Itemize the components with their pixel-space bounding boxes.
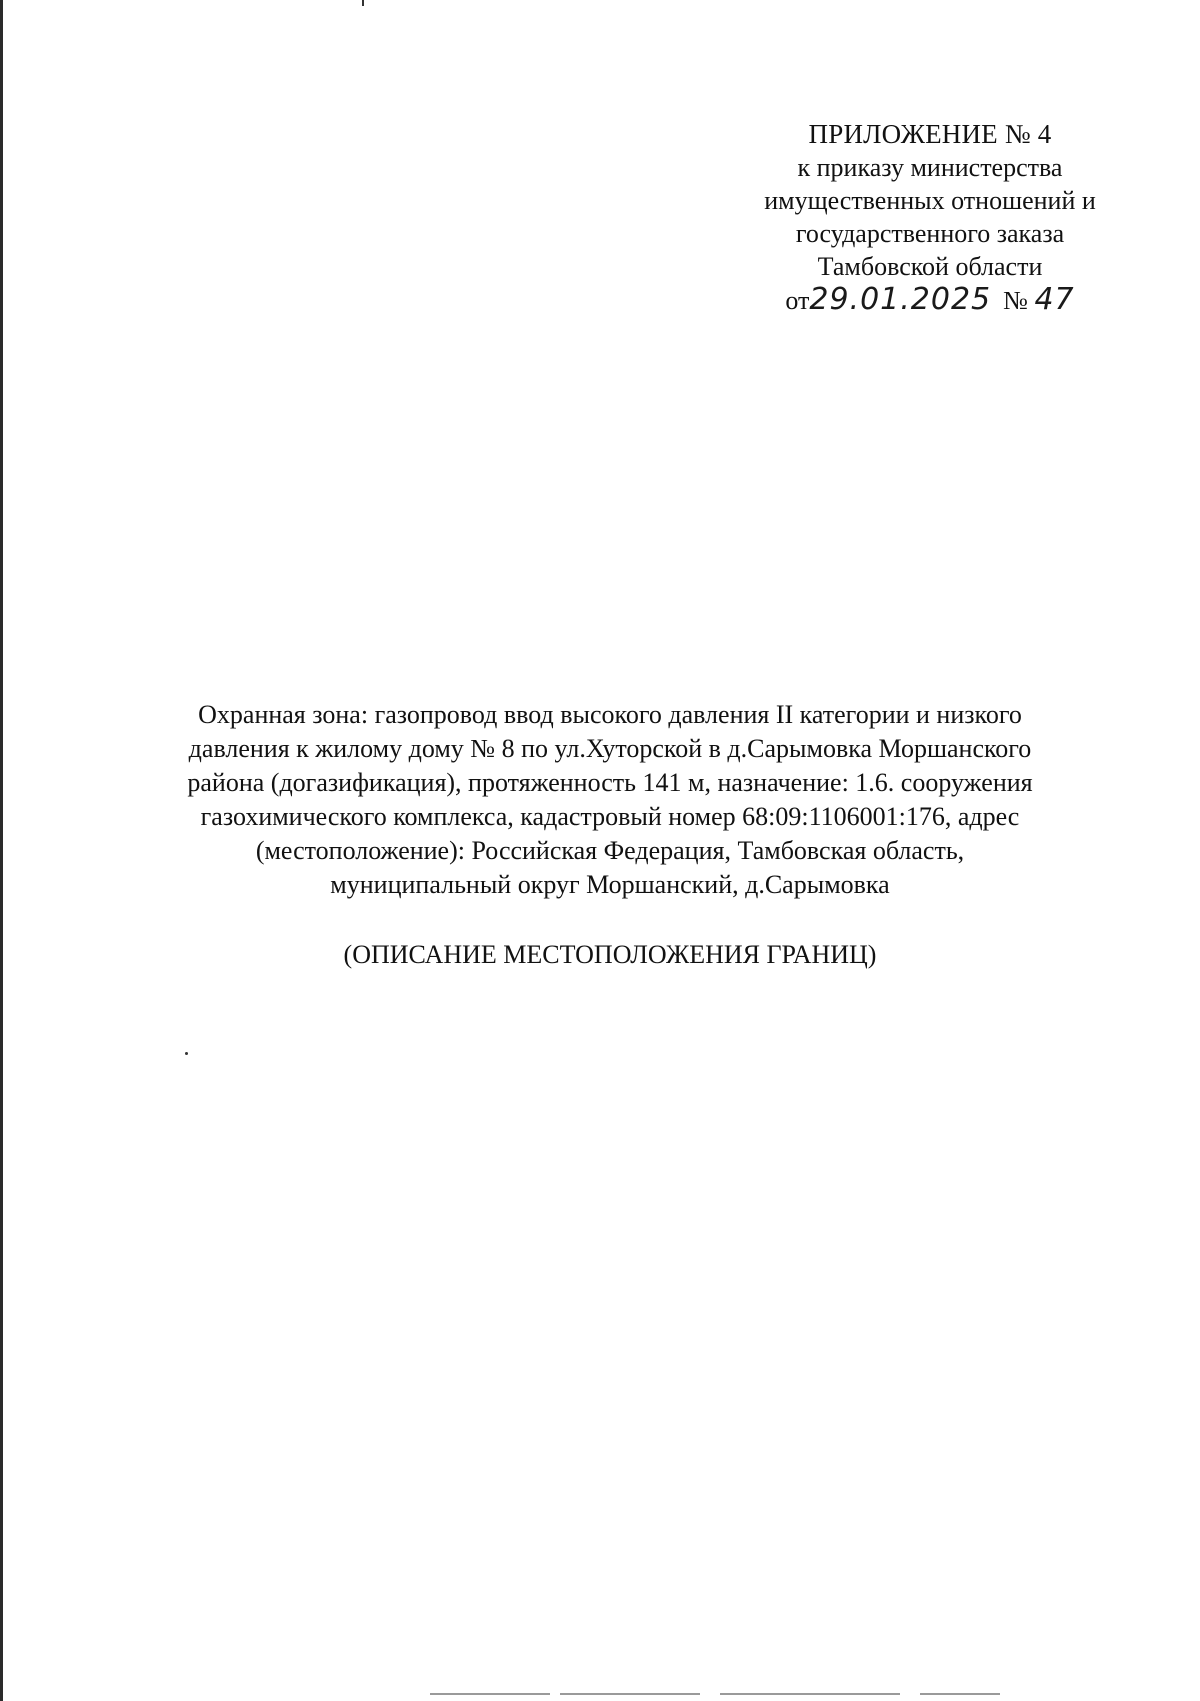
appendix-date-line (700, 283, 1160, 317)
scan-bottom-noise (430, 1693, 550, 1695)
appendix-line-4: Тамбовской области (817, 252, 1043, 281)
appendix-line-3: государственного заказа (795, 219, 1065, 248)
protection-zone-description (150, 698, 1070, 902)
date-prefix: от (785, 286, 810, 315)
scan-bottom-noise (920, 1693, 1000, 1695)
scan-bottom-noise (560, 1693, 700, 1695)
appendix-header (700, 118, 1160, 317)
handwritten-number: 47 (1034, 282, 1075, 317)
appendix-title: ПРИЛОЖЕНИЕ № 4 (808, 119, 1052, 149)
handwritten-date: 29.01.2025 (809, 282, 992, 317)
appendix-line-2: имущественных отношений и (764, 186, 1096, 215)
appendix-line-1: к приказу министерства (797, 153, 1063, 182)
boundary-description-heading: (ОПИСАНИЕ МЕСТОПОЛОЖЕНИЯ ГРАНИЦ) (343, 940, 877, 969)
zone-line-5: (местоположение): Российская Федерация, Тамбовская область, (255, 836, 965, 865)
zone-line-3: района (догазификация), протяженность 141 м, назначение: 1.6. сооружения (187, 768, 1033, 797)
zone-line-1: Охранная зона: газопровод ввод высокого давления II категории и низкого (198, 700, 1022, 729)
scan-left-edge (0, 0, 3, 1701)
zone-line-2: давления к жилому дому № 8 по ул.Хуторской в д.Сарымовка Моршанского (188, 734, 1032, 763)
scan-top-mark (362, 0, 364, 6)
scan-bottom-noise (720, 1693, 900, 1695)
scan-speck (185, 1052, 188, 1055)
number-prefix: № (1003, 286, 1028, 315)
zone-line-4: газохимического комплекса, кадастровый номер 68:09:1106001:176, адрес (200, 802, 1020, 831)
zone-line-6: муниципальный округ Моршанский, д.Сарымовка (330, 870, 890, 899)
